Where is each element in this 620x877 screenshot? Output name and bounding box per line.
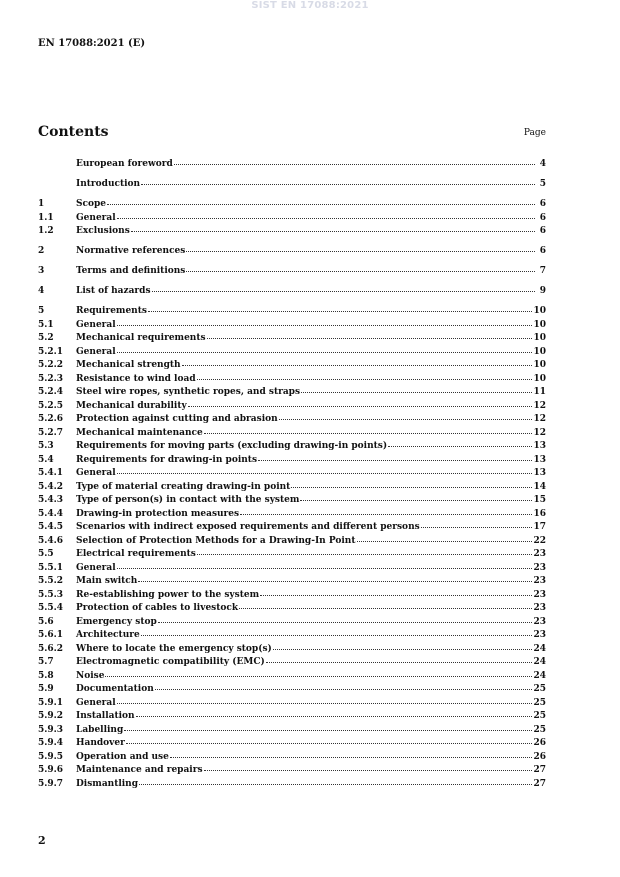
- toc-entry-page: 23: [533, 576, 546, 586]
- toc-entry[interactable]: [38, 750, 546, 764]
- document-id: EN 17088:2021 (E): [38, 38, 146, 49]
- toc-entry-page: 15: [533, 495, 546, 505]
- toc-entry[interactable]: [38, 763, 546, 777]
- toc-dot-leader: [186, 263, 535, 272]
- toc-entry-title: List of hazards: [76, 286, 151, 296]
- toc-entry-number: 5.2: [38, 333, 54, 343]
- page-column-label: Page: [523, 128, 546, 138]
- toc-entry-number: 5.2.5: [38, 400, 64, 411]
- toc-entry[interactable]: [38, 520, 546, 534]
- toc-entry-number: 5.9.2: [38, 711, 64, 721]
- toc-dot-leader: [117, 560, 533, 569]
- toc-entry-number: 5.4.3: [38, 495, 64, 505]
- toc-entry-title: General: [76, 319, 116, 330]
- toc-dot-leader: [105, 668, 532, 677]
- toc-entry-title: Exclusions: [76, 226, 130, 236]
- toc-entry-number: 5.7: [38, 657, 54, 667]
- toc-dot-leader: [141, 627, 533, 636]
- toc-dot-leader: [117, 344, 533, 353]
- toc-entry-number: 5.2.1: [38, 346, 64, 357]
- toc-entry-number: 1.2: [38, 226, 54, 236]
- toc-entry-title: Installation: [76, 711, 135, 721]
- toc-entry[interactable]: [38, 345, 546, 359]
- toc-entry-page: 10: [533, 360, 546, 370]
- toc-dot-leader: [158, 614, 533, 623]
- toc-entry-title: Requirements for moving parts (excluding drawing-in points): [76, 441, 388, 451]
- toc-entry-title: Re-establishing power to the system: [76, 589, 260, 600]
- toc-entry-title: Protection against cutting and abrasion: [76, 414, 278, 424]
- toc-entry-page: 7: [539, 266, 546, 276]
- toc-entry-page: 11: [533, 387, 546, 397]
- toc-dot-leader: [204, 425, 533, 434]
- toc-entry[interactable]: [38, 244, 546, 258]
- toc-entry[interactable]: [38, 426, 546, 440]
- toc-entry-number: 1: [38, 199, 45, 209]
- toc-entry-page: 23: [533, 549, 546, 559]
- toc-entry-title: Documentation: [76, 684, 154, 694]
- toc-entry-page: 13: [533, 468, 546, 478]
- toc-dot-leader: [141, 176, 535, 185]
- toc-entry-page: 23: [533, 589, 546, 600]
- toc-entry-number: 5.2.7: [38, 427, 64, 438]
- toc-entry-page: 23: [533, 562, 546, 573]
- toc-entry-number: 5.2.4: [38, 387, 64, 397]
- toc-dot-leader: [291, 479, 532, 488]
- toc-entry-title: Introduction: [76, 179, 141, 189]
- toc-entry-title: Dismantling: [76, 778, 139, 789]
- toc-entry-number: 5.5.1: [38, 562, 64, 573]
- toc-entry-number: 5.2.6: [38, 414, 64, 424]
- toc-entry-number: 5.4: [38, 454, 54, 465]
- toc-entry-title: Handover: [76, 738, 125, 748]
- toc-entry-title: General: [76, 468, 116, 478]
- toc-entry-title: Protection of cables to livestock: [76, 603, 239, 613]
- toc-entry-page: 6: [539, 226, 546, 236]
- toc-entry[interactable]: [38, 372, 546, 386]
- toc-entry-number: 5.5.2: [38, 576, 64, 586]
- toc-entry-page: 9: [539, 286, 546, 296]
- toc-entry-number: 5.8: [38, 670, 54, 681]
- toc-entry-page: 26: [533, 751, 546, 762]
- toc-dot-leader: [357, 533, 533, 542]
- toc-entry[interactable]: [38, 723, 546, 737]
- table-of-contents: [38, 157, 546, 790]
- toc-entry-title: General: [76, 212, 116, 223]
- toc-entry[interactable]: [38, 601, 546, 615]
- toc-entry[interactable]: [38, 318, 546, 332]
- toc-entry[interactable]: [38, 385, 546, 399]
- contents-heading: Contents: [38, 124, 109, 140]
- toc-entry[interactable]: [38, 493, 546, 507]
- toc-entry[interactable]: [38, 655, 546, 669]
- toc-dot-leader: [273, 641, 533, 650]
- toc-entry-title: Scenarios with indirect exposed requirements and different persons: [76, 522, 420, 532]
- toc-entry-number: 5.9.3: [38, 724, 64, 735]
- toc-dot-leader: [117, 210, 535, 219]
- toc-entry-number: 5: [38, 306, 45, 316]
- toc-entry-page: 10: [533, 373, 546, 384]
- toc-entry-number: 5.9.4: [38, 738, 64, 748]
- page-number: 2: [38, 834, 46, 847]
- toc-entry-page: 13: [533, 441, 546, 451]
- toc-entry-title: Maintenance and repairs: [76, 765, 203, 775]
- toc-entry-number: 4: [38, 286, 45, 296]
- toc-dot-leader: [186, 243, 535, 252]
- toc-entry-page: 17: [533, 522, 546, 532]
- toc-entry-title: Where to locate the emergency stop(s): [76, 643, 272, 654]
- toc-entry[interactable]: [38, 304, 546, 318]
- toc-entry-number: 5.9: [38, 684, 54, 694]
- toc-entry-title: Requirements: [76, 306, 147, 316]
- toc-entry-page: 12: [533, 400, 546, 411]
- toc-entry-title: Electromagnetic compatibility (EMC): [76, 657, 265, 667]
- toc-entry-title: Mechanical durability: [76, 400, 187, 411]
- toc-entry[interactable]: [38, 507, 546, 521]
- toc-entry[interactable]: [38, 669, 546, 683]
- toc-dot-leader: [421, 519, 533, 528]
- toc-entry-page: 25: [533, 697, 546, 708]
- toc-entry-page: 10: [533, 306, 546, 316]
- toc-entry-number: 5.4.2: [38, 481, 64, 492]
- toc-entry-page: 22: [533, 535, 546, 546]
- toc-dot-leader: [207, 330, 533, 339]
- toc-dot-leader: [117, 465, 533, 474]
- toc-dot-leader: [174, 156, 535, 165]
- toc-entry[interactable]: [38, 777, 546, 791]
- toc-dot-leader: [260, 587, 532, 596]
- toc-entry-page: 25: [533, 724, 546, 735]
- toc-entry[interactable]: [38, 547, 546, 561]
- toc-entry-number: 5.5.3: [38, 589, 64, 600]
- toc-entry[interactable]: [38, 574, 546, 588]
- toc-entry-title: Normative references: [76, 246, 186, 256]
- toc-dot-leader: [182, 357, 533, 366]
- toc-entry-page: 13: [533, 454, 546, 465]
- toc-dot-leader: [240, 506, 532, 515]
- toc-entry-page: 24: [533, 657, 546, 667]
- toc-entry[interactable]: [38, 197, 546, 211]
- toc-entry[interactable]: [38, 331, 546, 345]
- toc-entry-page: 12: [533, 414, 546, 424]
- toc-entry-page: 24: [533, 643, 546, 654]
- toc-entry-number: 5.6.1: [38, 630, 64, 640]
- toc-entry-title: Architecture: [76, 630, 140, 640]
- toc-dot-leader: [124, 722, 532, 731]
- toc-entry[interactable]: [38, 177, 546, 191]
- toc-dot-leader: [126, 735, 533, 744]
- toc-entry[interactable]: [38, 412, 546, 426]
- toc-dot-leader: [300, 492, 532, 501]
- toc-entry-page: 24: [533, 670, 546, 681]
- toc-entry-number: 5.5: [38, 549, 54, 559]
- toc-dot-leader: [188, 398, 533, 407]
- toc-entry-number: 5.4.5: [38, 522, 64, 532]
- toc-entry-page: 5: [539, 179, 546, 189]
- toc-entry-page: 10: [533, 319, 546, 330]
- toc-entry-title: General: [76, 697, 116, 708]
- toc-entry[interactable]: [38, 224, 546, 238]
- toc-entry-title: Labelling: [76, 724, 124, 735]
- toc-dot-leader: [117, 317, 533, 326]
- toc-entry[interactable]: [38, 466, 546, 480]
- toc-entry-number: 5.9.5: [38, 751, 64, 762]
- toc-entry-title: General: [76, 346, 116, 357]
- toc-entry-title: Type of material creating drawing-in point: [76, 481, 291, 492]
- toc-entry[interactable]: [38, 642, 546, 656]
- toc-entry-title: Noise: [76, 670, 105, 681]
- toc-dot-leader: [204, 762, 533, 771]
- toc-entry-title: Selection of Protection Methods for a Drawing-In Point: [76, 535, 356, 546]
- toc-entry-title: Mechanical requirements: [76, 333, 206, 343]
- toc-dot-leader: [279, 411, 533, 420]
- toc-entry-title: Mechanical strength: [76, 360, 181, 370]
- toc-entry[interactable]: [38, 284, 546, 298]
- toc-dot-leader: [136, 708, 533, 717]
- toc-entry-title: Terms and definitions: [76, 266, 186, 276]
- toc-entry-page: 14: [533, 481, 546, 492]
- toc-entry-number: 5.1: [38, 319, 54, 330]
- toc-entry-page: 12: [533, 427, 546, 438]
- toc-dot-leader: [117, 695, 533, 704]
- toc-entry[interactable]: [38, 534, 546, 548]
- toc-dot-leader: [197, 371, 533, 380]
- toc-entry[interactable]: [38, 211, 546, 225]
- toc-entry[interactable]: [38, 588, 546, 602]
- toc-entry-page: 6: [539, 199, 546, 209]
- toc-entry[interactable]: [38, 696, 546, 710]
- toc-entry-number: 1.1: [38, 212, 54, 223]
- toc-dot-leader: [139, 776, 532, 785]
- toc-dot-leader: [170, 749, 533, 758]
- toc-entry-number: 5.5.4: [38, 603, 64, 613]
- watermark: SIST EN 17088:2021: [251, 0, 369, 11]
- toc-entry-title: Electrical requirements: [76, 549, 196, 559]
- toc-entry-title: Drawing-in protection measures: [76, 508, 240, 519]
- toc-dot-leader: [131, 223, 535, 232]
- toc-entry-page: 6: [539, 246, 546, 256]
- toc-entry-title: Scope: [76, 199, 107, 209]
- toc-entry[interactable]: [38, 439, 546, 453]
- toc-dot-leader: [388, 438, 532, 447]
- toc-entry-page: 23: [533, 630, 546, 640]
- toc-entry-title: Main switch: [76, 576, 138, 586]
- toc-dot-leader: [152, 283, 535, 292]
- toc-dot-leader: [266, 654, 533, 663]
- toc-entry-page: 26: [533, 738, 546, 748]
- toc-entry-title: Emergency stop: [76, 616, 157, 627]
- toc-entry-number: 5.6: [38, 616, 54, 627]
- toc-entry-title: European foreword: [76, 159, 173, 169]
- toc-entry-page: 16: [533, 508, 546, 519]
- toc-entry-number: 2: [38, 246, 45, 256]
- toc-entry[interactable]: [38, 358, 546, 372]
- toc-entry-page: 6: [539, 212, 546, 223]
- toc-entry-number: 3: [38, 266, 45, 276]
- toc-entry-number: 5.9.1: [38, 697, 64, 708]
- toc-entry-number: 5.4.6: [38, 535, 64, 546]
- toc-entry[interactable]: [38, 453, 546, 467]
- toc-entry[interactable]: [38, 615, 546, 629]
- toc-entry-number: 5.3: [38, 441, 54, 451]
- toc-entry[interactable]: [38, 709, 546, 723]
- toc-dot-leader: [138, 573, 532, 582]
- toc-entry[interactable]: [38, 736, 546, 750]
- toc-entry-page: 25: [533, 684, 546, 694]
- toc-entry-page: 4: [539, 159, 546, 169]
- toc-entry-page: 27: [533, 765, 546, 775]
- toc-entry-page: 25: [533, 711, 546, 721]
- toc-entry-number: 5.9.6: [38, 765, 64, 775]
- toc-entry-page: 23: [533, 616, 546, 627]
- toc-dot-leader: [258, 452, 532, 461]
- toc-entry-number: 5.2.2: [38, 360, 64, 370]
- toc-dot-leader: [148, 303, 533, 312]
- toc-entry-title: Requirements for drawing-in points: [76, 454, 258, 465]
- toc-dot-leader: [239, 600, 532, 609]
- toc-entry[interactable]: [38, 628, 546, 642]
- toc-entry[interactable]: [38, 480, 546, 494]
- toc-dot-leader: [107, 196, 535, 205]
- toc-entry-page: 10: [533, 333, 546, 343]
- toc-entry-title: Resistance to wind load: [76, 373, 196, 384]
- toc-entry-page: 10: [533, 346, 546, 357]
- toc-entry[interactable]: [38, 399, 546, 413]
- toc-entry-page: 23: [533, 603, 546, 613]
- toc-entry[interactable]: [38, 561, 546, 575]
- toc-entry-number: 5.4.1: [38, 468, 64, 478]
- toc-entry-title: Operation and use: [76, 751, 169, 762]
- toc-dot-leader: [301, 384, 532, 393]
- toc-entry-number: 5.6.2: [38, 643, 64, 654]
- toc-entry-title: Mechanical maintenance: [76, 427, 203, 438]
- toc-entry[interactable]: [38, 682, 546, 696]
- toc-entry-title: General: [76, 562, 116, 573]
- toc-entry-number: 5.2.3: [38, 373, 64, 384]
- toc-entry-title: Steel wire ropes, synthetic ropes, and straps: [76, 387, 301, 397]
- toc-dot-leader: [197, 546, 533, 555]
- toc-entry-number: 5.4.4: [38, 508, 64, 519]
- toc-dot-leader: [155, 681, 533, 690]
- toc-entry[interactable]: [38, 264, 546, 278]
- toc-entry-page: 27: [533, 778, 546, 789]
- toc-entry[interactable]: [38, 157, 546, 171]
- toc-entry-title: Type of person(s) in contact with the system: [76, 495, 300, 505]
- toc-entry-number: 5.9.7: [38, 778, 64, 789]
